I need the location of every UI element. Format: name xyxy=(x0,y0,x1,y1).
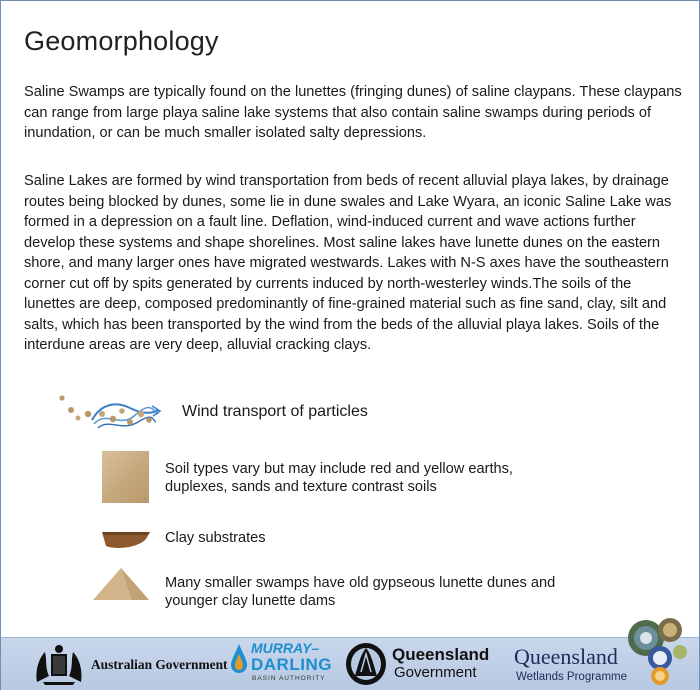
basin-authority-label: BASIN AUTHORITY xyxy=(252,675,326,682)
queensland-wetlands-line2: Wetlands Programme xyxy=(516,671,627,683)
legend-soil-line1: Soil types vary but may include red and yellow earths, xyxy=(165,461,513,477)
queensland-government-line2: Government xyxy=(394,664,477,681)
wind-particles-icon xyxy=(58,392,162,438)
legend-dune-line1: Many smaller swamps have old gypseous lunette dunes and xyxy=(165,575,556,591)
legend-dune-line2: younger clay lunette dams xyxy=(165,593,336,609)
paragraph-saline-swamps: Saline Swamps are typically found on the lunettes (fringing dunes) of saline claypans. These claypans can range from large playa saline lake systems that also contain saline swamps during periods of inundation, or can be much smaller isolated salty depressions. xyxy=(24,84,682,141)
paragraph-saline-lakes: Saline Lakes are formed by wind transportation from beds of recent alluvial playa lakes, by drainage routes being blocked by dunes, some lie in dune swales and Lake Wyara, an iconic Saline Lake was formed in a depression on a fault line. Deflation, wind-induced current and wave actions further develop these systems and shape shorelines. Most saline lakes have lunette dunes on the eastern shore, and many larger ones have migrated westwards. Lakes with N-S axes have the southeastern corner cut off by spits generated by currents induced by north-westerley winds.The soils of the lunettes are deep, composed predominantly of fine-grained material such as fine sand, clay, silt and salts, which has been transported by the wind from the beds of the alluvial playa lakes. Soils of the interdune areas are very deep, alluvial cracking clays. xyxy=(24,173,672,353)
darling-label: DARLING xyxy=(251,655,332,674)
queensland-government-crest-icon xyxy=(345,642,387,686)
soil-swatch xyxy=(102,451,149,503)
wetlands-programme-circles-icon xyxy=(626,614,692,686)
australian-government-label: Australian Government xyxy=(91,657,228,672)
queensland-government-line1: Queensland xyxy=(392,645,490,664)
page-title: Geomorphology xyxy=(24,26,219,56)
murray-label: MURRAY– xyxy=(251,640,320,656)
murray-darling-drop-icon xyxy=(231,644,247,674)
legend-clay-label: Clay substrates xyxy=(165,530,266,546)
queensland-wetlands-line1: Queensland xyxy=(514,644,618,669)
legend-wind-label: Wind transport of particles xyxy=(182,403,368,420)
legend-soil-line2: duplexes, sands and texture contrast soils xyxy=(165,479,437,495)
lunette-dune-icon xyxy=(92,566,150,602)
footer-logo-bar xyxy=(1,637,699,690)
clay-substrate-icon xyxy=(102,530,150,552)
australian-coat-of-arms-icon xyxy=(29,642,89,686)
